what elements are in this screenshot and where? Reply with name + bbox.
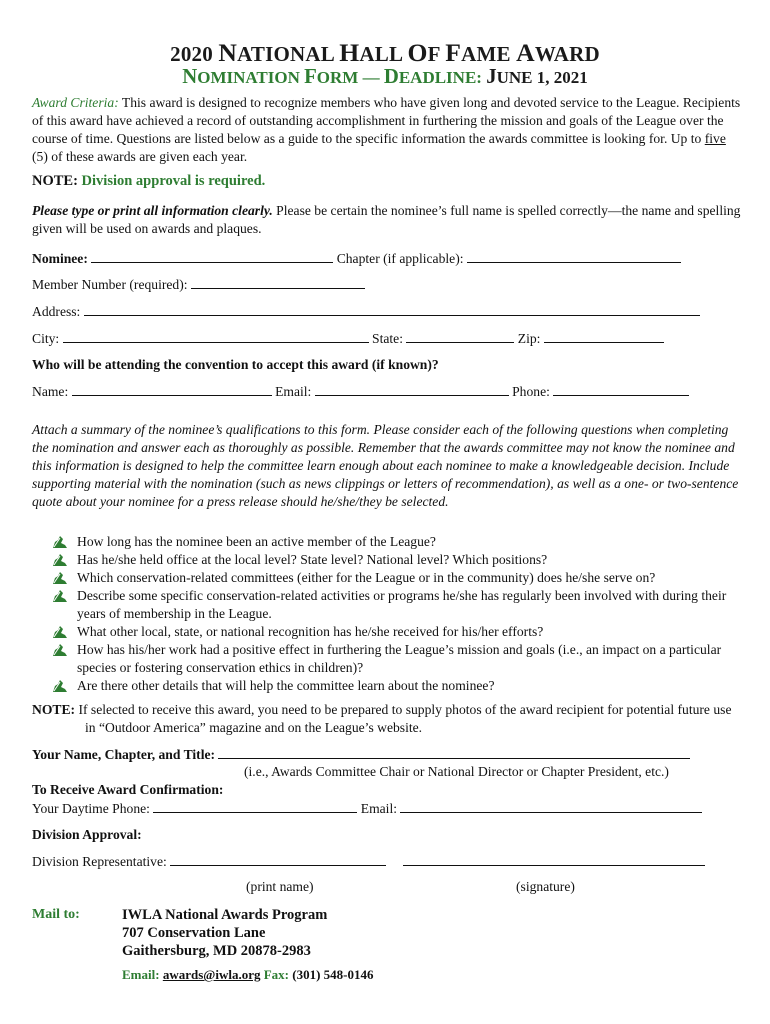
mail-address: IWLA National Awards Program 707 Conservation Lane Gaithersburg, MD 20878-2983 [122, 907, 328, 959]
division-heading: Division Approval: [32, 827, 142, 842]
address-row: Address: [32, 302, 700, 321]
member-number-field[interactable] [191, 275, 365, 289]
list-item [52, 623, 742, 641]
leaf-bullet-icon [52, 535, 68, 549]
contact-line: Email: awards@iwla.org Fax: (301) 548-0146 [122, 967, 374, 982]
submitter-row: Your Name, Chapter, and Title: [32, 745, 690, 764]
list-item [52, 677, 742, 695]
note-photos: NOTE: If selected to receive this award, you need to be prepared to supply photos of the award recipient for potential future use in “Outdoor America” magazine and on the League’s website. [32, 702, 732, 735]
leaf-bullet-icon [52, 571, 68, 585]
member-row: Member Number (required): [32, 275, 365, 294]
nominee-row: Nominee: Chapter (if applicable): [32, 249, 681, 268]
division-print-name-field[interactable] [170, 852, 386, 866]
submitter-field[interactable] [218, 745, 690, 759]
attendee-phone-field[interactable] [553, 382, 689, 396]
form-title: 2020 NATIONAL HALL OF FAME AWARD [170, 38, 600, 67]
daytime-phone-field[interactable] [153, 799, 357, 813]
question-text: Which conservation-related committees (either for the League or in the community) does he/she serve on? [77, 570, 656, 585]
attending-heading: Who will be attending the convention to accept this award (if known)? [32, 357, 439, 372]
city-row: City: State: Zip: [32, 329, 664, 348]
leaf-bullet-icon [52, 625, 68, 639]
attach-instructions: Attach a summary of the nominee’s qualifications to this form. Please consider each of the following questions when completing the nomination and answer each as thoroughly as possible. Remember that the awards committee may not know the nominee and this information is designed to help the committee learn enough about each nominee to make a knowledgeable decision. Include supporting material with the nomination (such as news clippings or letters of recommendation), as well as a one- or two-sentence quote about your nominee for a press release should he/she/they be selected. [32, 422, 739, 509]
chapter-field[interactable] [467, 249, 681, 263]
attendee-email-field[interactable] [315, 382, 509, 396]
leaf-bullet-icon [52, 589, 68, 603]
confirmation-heading: To Receive Award Confirmation: [32, 782, 224, 797]
state-field[interactable] [406, 329, 514, 343]
city-field[interactable] [63, 329, 369, 343]
confirm-row: Your Daytime Phone: Email: [32, 799, 702, 818]
question-text: What other local, state, or national recognition has he/she received for his/her efforts? [77, 624, 544, 639]
note-division: NOTE: Division approval is required. [32, 173, 266, 189]
question-text: Are there other details that will help the committee learn about the nominee? [77, 678, 495, 693]
division-signature-field[interactable] [403, 852, 705, 866]
submitter-hint: (i.e., Awards Committee Chair or National Director or Chapter President, etc.) [244, 764, 669, 779]
leaf-bullet-icon [52, 679, 68, 693]
award-criteria: Award Criteria: This award is designed to recognize members who have given long and devoted service to the League. Recipients of this award have achieved a record of outstanding accomplishment in furthering the mission and goals of the League over the course of time. Questions are listed below as a guide to the specific information the awards committee is looking for. Up to five (5) of these awards are given each year. [32, 95, 741, 164]
mail-to-label: Mail to: [32, 907, 80, 922]
list-item [52, 587, 742, 623]
signature-label: (signature) [516, 879, 575, 894]
list-item [52, 641, 742, 677]
instructions: Please type or print all information clearly. Please be certain the nominee’s full name is spelled correctly—the name and spelling given will be used on awards and plaques. [32, 203, 741, 236]
email-link[interactable]: awards@iwla.org [162, 967, 261, 982]
question-text: How has his/her work had a positive effect in furthering the League’s mission and goals (i.e., an impact on a particular species or fostering conservation ethics in children)? [77, 642, 722, 675]
list-item [52, 551, 742, 569]
question-text: Has he/she held office at the local level? State level? National level? Which positions? [77, 552, 548, 567]
zip-field[interactable] [544, 329, 664, 343]
question-text: Describe some specific conservation-related activities or programs he/she has regularly been involved with during their years of membership in the League. [77, 588, 727, 621]
form-subtitle: NOMINATION FORM — DEADLINE: JUNE 1, 2021 [182, 66, 588, 88]
list-item [52, 569, 742, 587]
nominee-field[interactable] [91, 249, 333, 263]
list-item [52, 533, 742, 551]
attendee-row: Name: Email: Phone: [32, 382, 689, 401]
submitter-email-field[interactable] [400, 799, 702, 813]
attendee-name-field[interactable] [72, 382, 272, 396]
leaf-bullet-icon [52, 643, 68, 657]
division-row: Division Representative: [32, 852, 705, 871]
question-text: How long has the nominee been an active member of the League? [77, 534, 436, 549]
leaf-bullet-icon [52, 553, 68, 567]
print-name-label: (print name) [246, 879, 314, 894]
address-field[interactable] [84, 302, 700, 316]
